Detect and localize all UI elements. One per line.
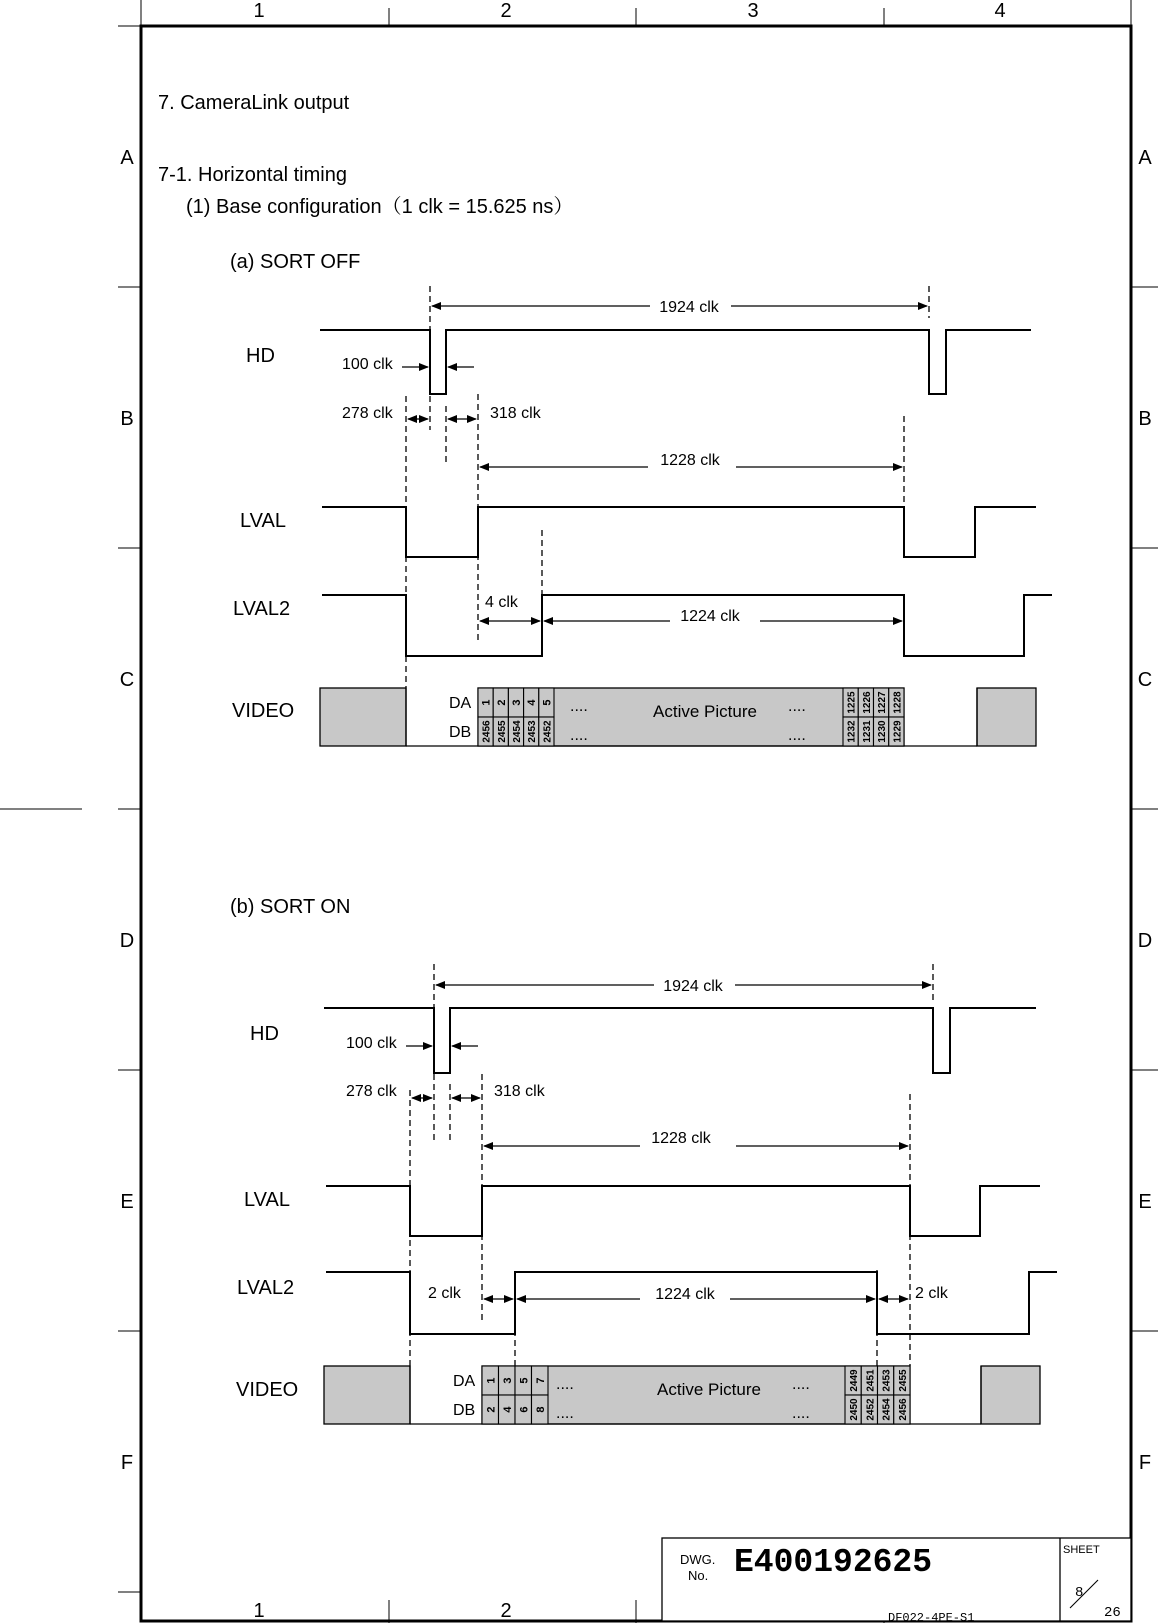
sheet-label: SHEET <box>1063 1544 1100 1556</box>
signal-label-video-b: VIDEO <box>236 1379 299 1401</box>
video-a-first-db-index: 2453 <box>527 720 539 743</box>
video-a-dots-2: .... <box>570 727 588 744</box>
video-b-last-db-index: 2450 <box>849 1398 861 1421</box>
video-b-last-da-index: 2455 <box>897 1369 909 1392</box>
dim-a-back: 318 clk <box>490 405 541 422</box>
diagram-a-title: (a) SORT OFF <box>230 251 361 273</box>
dim-b-lval2-tail: 2 clk <box>915 1285 948 1302</box>
video-a-last-db-index: 1232 <box>846 720 858 743</box>
video-b-dots-2: .... <box>556 1405 574 1422</box>
video-a-first-da-index: 1 <box>480 699 493 706</box>
video-b-db-label: DB <box>453 1402 476 1419</box>
video-a-first-da-index: 4 <box>526 699 539 706</box>
video-a-last-da-index: 1226 <box>861 691 873 714</box>
video-b-dots-4: .... <box>792 1405 810 1422</box>
timing-diagram-sort-on <box>230 896 1057 1424</box>
video-b-last-da-index: 2453 <box>881 1369 893 1392</box>
column-label-3: 3 <box>747 0 759 22</box>
video-b-first-da-index: 3 <box>501 1377 514 1384</box>
video-a-first-da-index: 2 <box>495 699 508 706</box>
video-a-first-da-index: 3 <box>511 699 523 706</box>
signal-label-lval2: LVAL2 <box>233 598 291 620</box>
row-label-d: D <box>119 930 135 952</box>
video-a-last-da-index: 1228 <box>892 691 904 714</box>
dim-a-lval-active: 1228 clk <box>660 452 720 469</box>
column-label-2-bottom: 2 <box>500 1600 512 1622</box>
subsection-heading: 7-1. Horizontal timing <box>158 164 347 186</box>
video-a-active-picture: Active Picture <box>653 702 757 721</box>
dim-a-lval2-delay: 4 clk <box>485 594 518 611</box>
hd-waveform-b <box>324 1008 1036 1073</box>
video-b-first-da-index: 5 <box>518 1377 531 1384</box>
video-b-first-db-index: 4 <box>501 1406 514 1413</box>
lval-waveform <box>322 507 1036 557</box>
column-label-4: 4 <box>994 0 1006 22</box>
video-b-last-da-index: 2451 <box>865 1369 877 1392</box>
signal-label-video: VIDEO <box>232 700 295 722</box>
dim-b-lval2-delay: 2 clk <box>428 1285 461 1302</box>
dim-a-hd-pulse: 100 clk <box>342 356 393 373</box>
video-a-dots-1: .... <box>570 698 588 715</box>
video-a-da-label: DA <box>449 695 472 712</box>
video-b-first-db-index: 8 <box>534 1406 547 1413</box>
row-label-b-right: B <box>1138 408 1152 430</box>
row-label-f: F <box>120 1452 134 1474</box>
video-b-first-da-index: 7 <box>534 1377 547 1384</box>
video-blank-right <box>977 688 1036 746</box>
config-heading: (1) Base configuration（1 clk = 15.625 ns） <box>186 196 574 218</box>
video-blank-right-b <box>981 1366 1040 1424</box>
video-b-da-label: DA <box>453 1373 476 1390</box>
dim-b-lval-active: 1228 clk <box>651 1130 711 1147</box>
video-b-active-picture: Active Picture <box>657 1380 761 1399</box>
video-a-last-da-index: 1227 <box>877 691 889 714</box>
video-a-dots-4: .... <box>788 727 806 744</box>
hd-waveform <box>320 330 1031 394</box>
sheet-total: 26 <box>1104 1605 1121 1621</box>
column-label-2: 2 <box>500 0 512 22</box>
video-blank-left-b <box>324 1366 410 1424</box>
dim-b-back: 318 clk <box>494 1083 545 1100</box>
dwg-label-line-1: DWG. <box>680 1552 716 1567</box>
form-code: DF022-4PE-S1 <box>888 1611 975 1623</box>
video-a-dots-3: .... <box>788 698 806 715</box>
lval2-waveform-b <box>326 1272 1057 1334</box>
video-a-first-cells <box>478 688 554 746</box>
row-label-f-right: F <box>1138 1452 1152 1474</box>
signal-label-lval: LVAL <box>240 510 286 532</box>
row-label-c-right: C <box>1137 669 1153 691</box>
column-label-1-bottom: 1 <box>253 1600 265 1622</box>
row-label-d-right: D <box>1137 930 1153 952</box>
diagram-b-title: (b) SORT ON <box>230 896 351 918</box>
signal-label-hd-b: HD <box>250 1023 279 1045</box>
video-a-last-da-index: 1225 <box>846 691 858 714</box>
video-b-last-db-index: 2456 <box>897 1398 909 1421</box>
video-b-dots-3: .... <box>792 1376 810 1393</box>
video-b-first-db-index: 6 <box>518 1406 531 1413</box>
section-heading: 7. CameraLink output <box>158 92 350 114</box>
dim-b-front: 278 clk <box>346 1083 397 1100</box>
dim-a-period: 1924 clk <box>659 299 719 316</box>
signal-label-lval2-b: LVAL2 <box>237 1277 295 1299</box>
video-b-last-db-index: 2454 <box>881 1398 893 1421</box>
signal-label-hd: HD <box>246 345 275 367</box>
video-b-first-da-index: 1 <box>485 1377 498 1384</box>
video-a-first-da-index: 5 <box>541 699 554 706</box>
row-label-a-right: A <box>1138 147 1152 169</box>
video-a-first-db-index: 2456 <box>481 720 493 743</box>
video-b-dots-1: .... <box>556 1376 574 1393</box>
column-label-1: 1 <box>253 0 265 22</box>
video-a-db-label: DB <box>449 724 472 741</box>
video-a-last-db-index: 1230 <box>877 720 889 743</box>
video-a-first-db-index: 2454 <box>512 720 523 743</box>
video-b-last-cells <box>845 1366 910 1424</box>
timing-diagram-sort-off <box>230 251 1052 746</box>
video-a-last-db-index: 1231 <box>861 720 873 743</box>
dwg-label-line-2: No. <box>688 1568 709 1583</box>
lval2-waveform <box>322 595 1052 656</box>
dim-a-front: 278 clk <box>342 405 393 422</box>
dim-a-lval2-active: 1224 clk <box>680 608 740 625</box>
video-a-first-db-index: 2455 <box>496 720 508 743</box>
video-a-last-db-index: 1229 <box>892 720 904 743</box>
video-b-last-da-index: 2449 <box>849 1369 861 1392</box>
video-a-first-db-index: 2452 <box>542 720 554 743</box>
video-blank-left <box>320 688 406 746</box>
video-b-first-cells <box>482 1366 548 1424</box>
row-label-c: C <box>119 669 135 691</box>
video-b-first-db-index: 2 <box>485 1406 498 1413</box>
lval-waveform-b <box>326 1186 1040 1236</box>
row-label-a: A <box>120 147 134 169</box>
signal-label-lval-b: LVAL <box>244 1189 290 1211</box>
dim-b-period: 1924 clk <box>663 978 723 995</box>
video-b-last-db-index: 2452 <box>865 1398 877 1421</box>
sheet-number: 8 <box>1075 1585 1084 1601</box>
drawing-number: E400192625 <box>734 1544 933 1581</box>
row-label-e-right: E <box>1138 1191 1152 1213</box>
row-label-e: E <box>120 1191 134 1213</box>
video-a-last-cells <box>843 688 904 746</box>
dim-b-hd-pulse: 100 clk <box>346 1035 397 1052</box>
row-label-b: B <box>120 408 134 430</box>
dim-b-lval2-active: 1224 clk <box>655 1286 715 1303</box>
